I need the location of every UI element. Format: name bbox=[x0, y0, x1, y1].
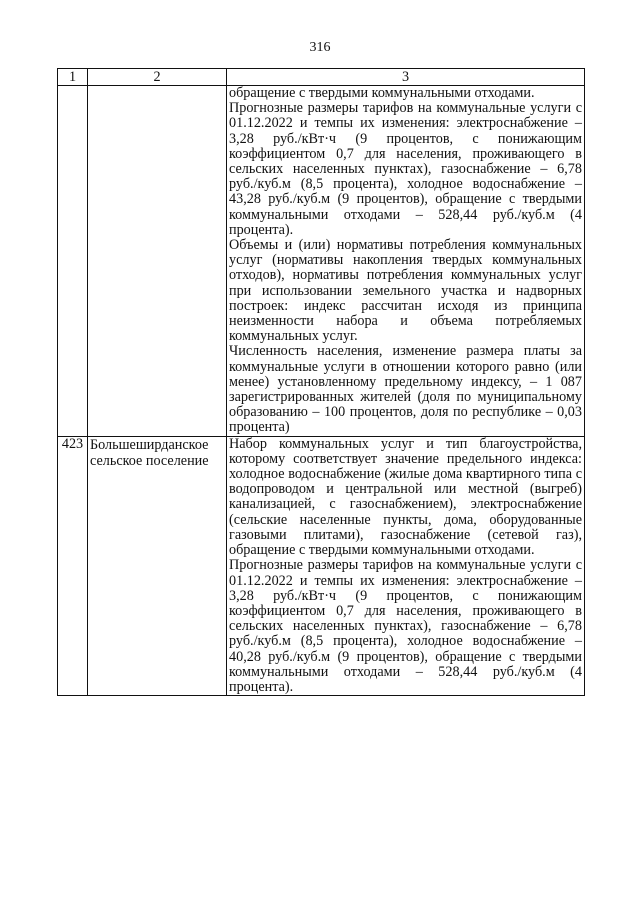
description-paragraph: Численность населения, изменение размера платы за коммунальные услуги в отношении которого равно (или менее) установленному предельному индексу, – 1 087 зарегистрированных жителей (доля по муниципальному образованию – 100 процентов, доля по республике – 0,03 процента) bbox=[229, 343, 582, 436]
description-paragraph: Прогнозные размеры тарифов на коммунальные услуги с 01.12.2022 и темпы их изменения: электроснабжение – 3,28 руб./кВт·ч (9 процентов, с понижающим коэффициентом 0,7 для населения, проживающего в сельских населенных пунктах), газоснабжение – 6,78 руб./куб.м (8,5 процента), холодное водоснабжение – 43,28 руб./куб.м (9 процентов), обращение с твердыми коммунальными отходами – 528,44 руб./куб.м (4 процента). bbox=[229, 100, 582, 238]
row-number bbox=[58, 86, 88, 437]
description-paragraph: Объемы и (или) нормативы потребления коммунальных услуг (нормативы накопления твердых коммунальных отходов), нормативы потребления коммунальных услуг при использовании земельного участка и надворных построек: индекс рассчитан исходя из принципа неизменности набора и объема потребляемых коммунальных услуг. bbox=[229, 237, 582, 345]
table-header-row bbox=[58, 69, 585, 86]
tariff-table bbox=[57, 68, 585, 696]
settlement-name: Большеширданское сельское поселение bbox=[88, 436, 227, 695]
description-paragraph: Набор коммунальных услуг и тип благоустройства, которому соответствует значение предельного индекса: холодное водоснабжение (жилые дома квартирного типа с водопроводом и центральной или местной (выгреб) канализацией, с газоснабжением), электроснабжение (сельские населенные пункты, дома, оборудованные газовыми плитами), газоснабжение (сетевой газ), обращение с твердыми коммунальными отходами. bbox=[229, 435, 582, 559]
page-number: 316 bbox=[309, 40, 331, 55]
row-description bbox=[227, 86, 585, 437]
description-paragraph: обращение с твердыми коммунальными отходами. bbox=[229, 85, 535, 101]
column-header-1: 1 bbox=[58, 69, 88, 86]
table-row bbox=[58, 436, 585, 695]
description-paragraph: Прогнозные размеры тарифов на коммунальные услуги с 01.12.2022 и темпы их изменения: электроснабжение – 3,28 руб./кВт·ч (9 процентов, с понижающим коэффициентом 0,7 для населения, проживающего в сельских населенных пунктах), газоснабжение – 6,78 руб./куб.м (8,5 процента), холодное водоснабжение – 40,28 руб./куб.м (9 процентов), обращение с твердыми коммунальными отходами – 528,44 руб./куб.м (4 процента). bbox=[229, 557, 582, 695]
column-header-3: 3 bbox=[227, 69, 585, 86]
settlement-name bbox=[88, 86, 227, 437]
row-number: 423 bbox=[58, 436, 88, 695]
table-row bbox=[58, 86, 585, 437]
column-header-2: 2 bbox=[88, 69, 227, 86]
row-description bbox=[227, 436, 585, 695]
